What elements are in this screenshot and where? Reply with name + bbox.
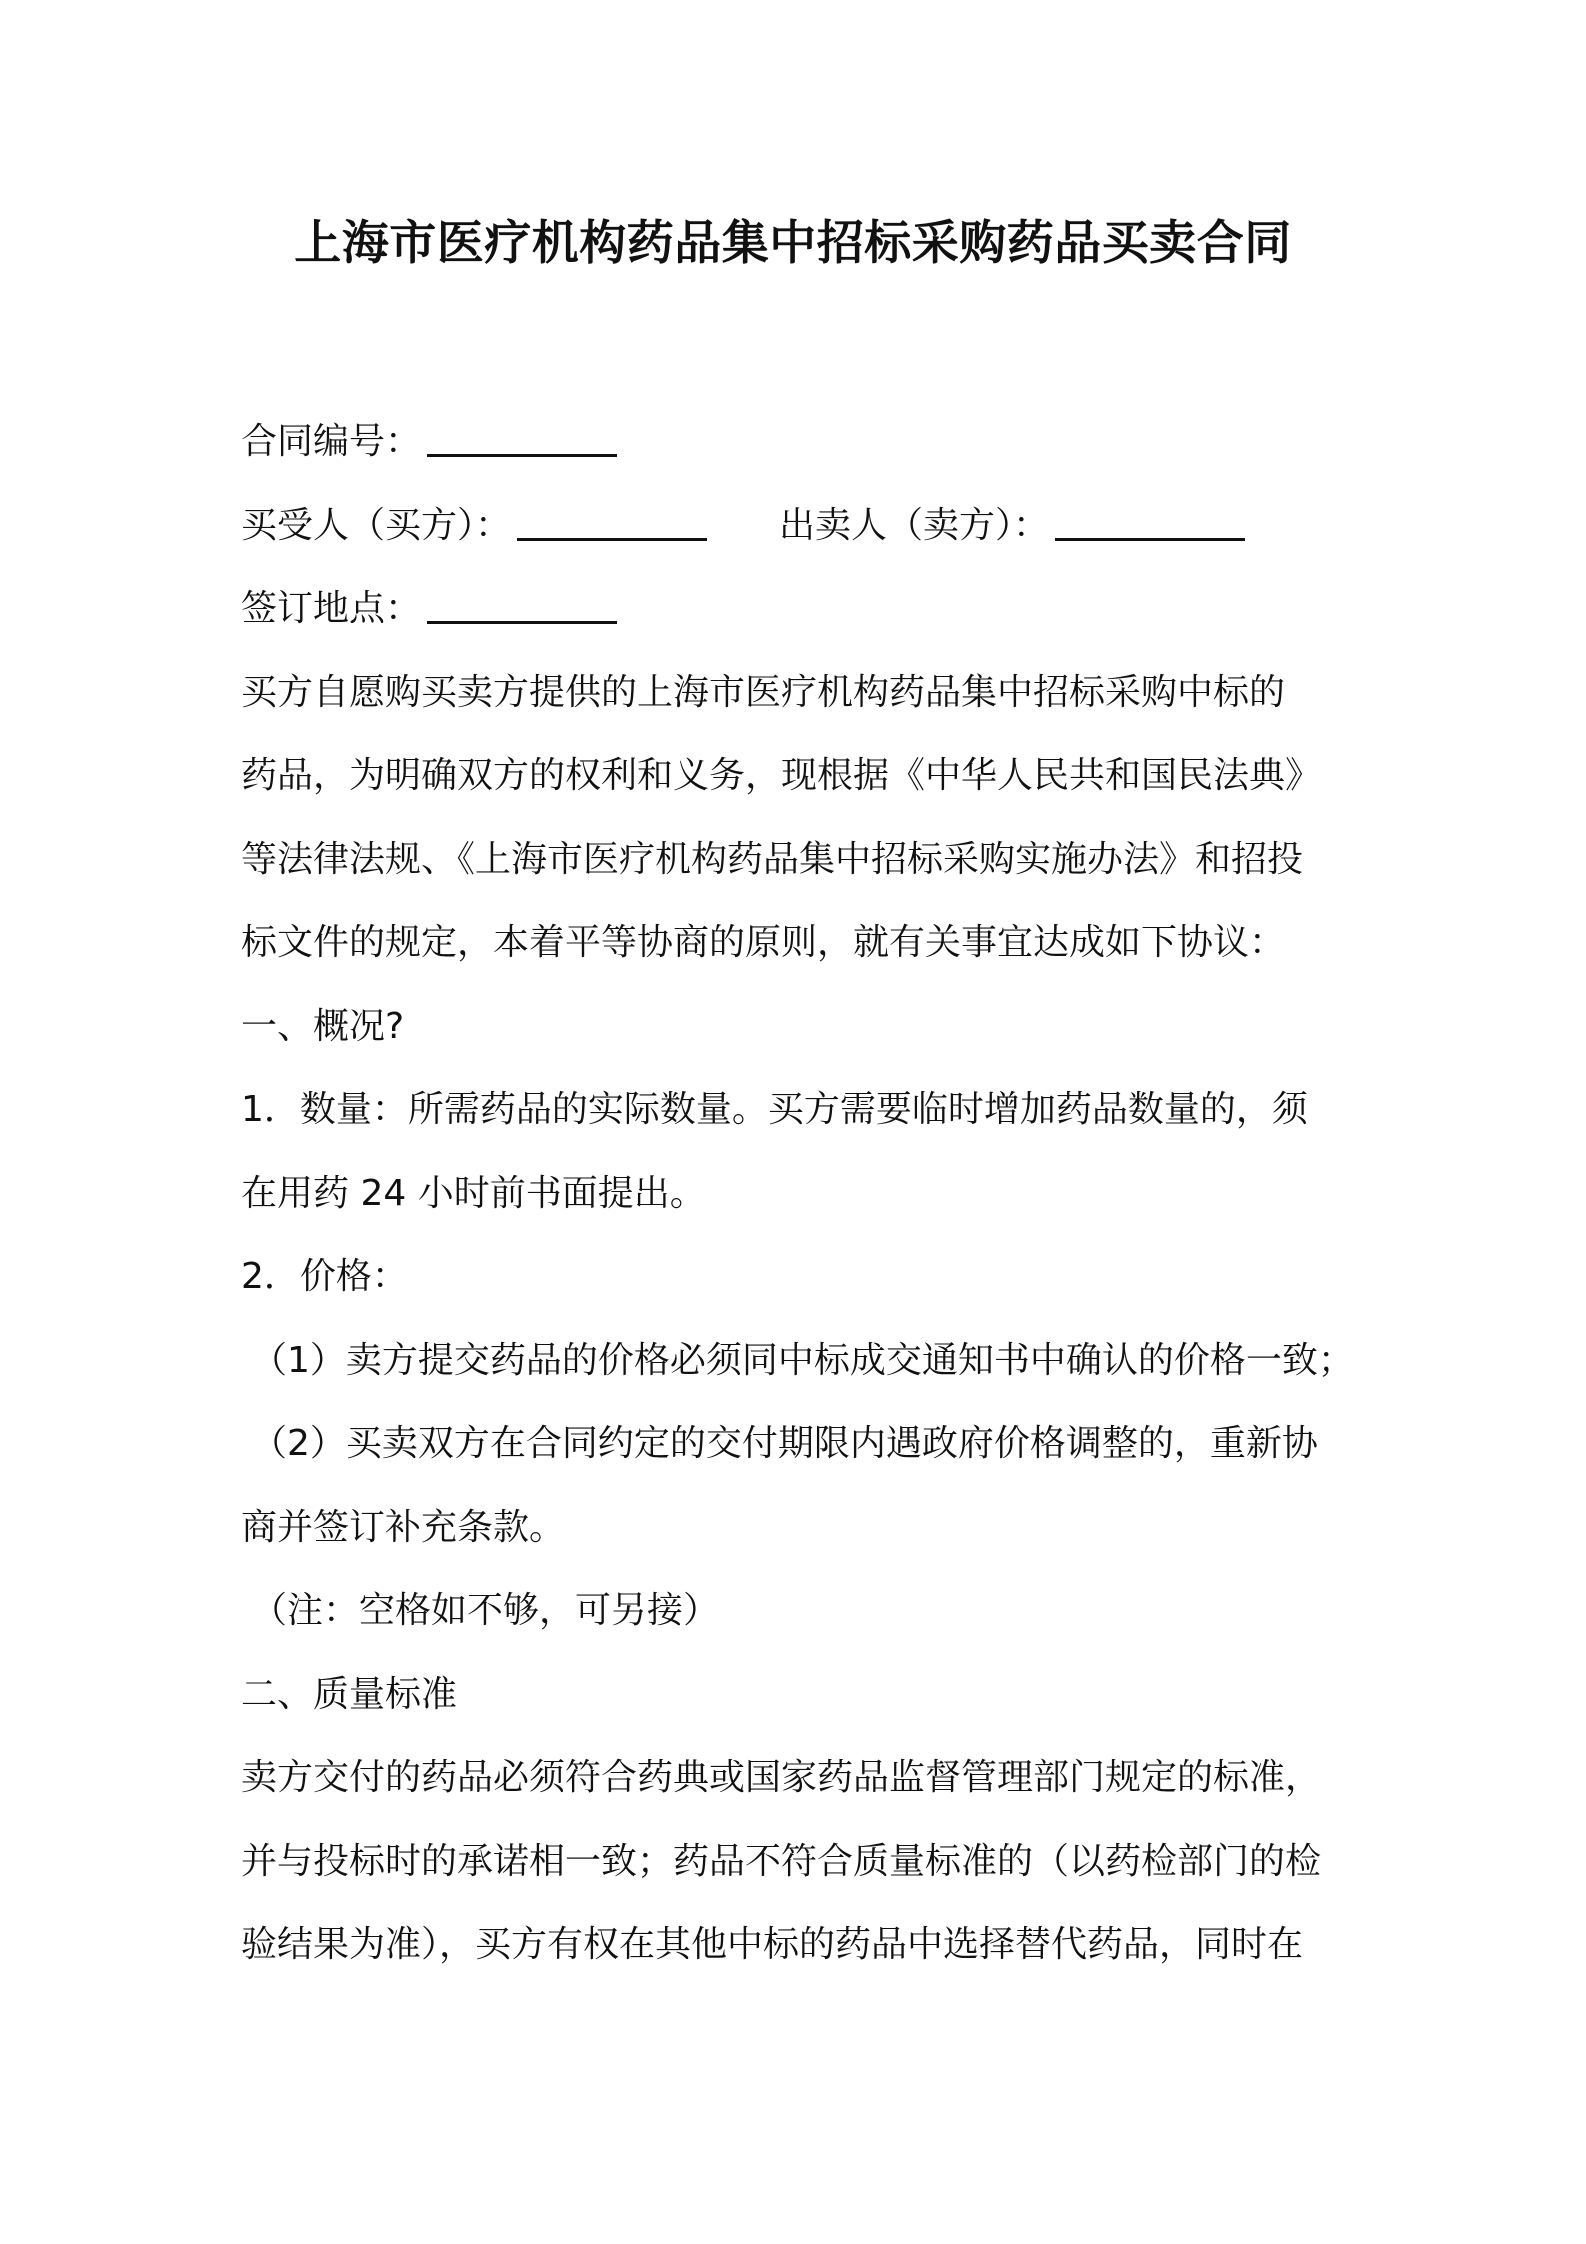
section-heading-overview: 一、概况? [241, 1005, 405, 1047]
document-title: 上海市医疗机构药品集中招标采购药品买卖合同 [294, 216, 1292, 271]
paragraph-line: （1）卖方提交药品的价格必须同中标成交通知书中确认的价格一致； [251, 1339, 1354, 1381]
signing-place-row [241, 567, 1391, 651]
buyer-label: 买受人（买方）： [241, 504, 512, 546]
contract-number-label: 合同编号： [241, 421, 422, 462]
paragraph-line: 等法律法规、《上海市医疗机构药品集中招标采购实施办法》和招投 [241, 838, 1304, 880]
parties-row [241, 484, 1391, 568]
signing-place-label: 签订地点： [241, 588, 422, 629]
paragraph-line: 商并签订补充条款。 [241, 1506, 566, 1548]
paragraph-line: （2）买卖双方在合同约定的交付期限内遇政府价格调整的，重新协 [251, 1423, 1318, 1464]
paragraph-line: 药品，为明确双方的权利和义务，现根据《中华人民共和国民法典》 [241, 755, 1322, 796]
seller-label: 出卖人（卖方）： [779, 504, 1050, 546]
paragraph-line: 买方自愿购买卖方提供的上海市医疗机构药品集中招标采购中标的 [241, 671, 1286, 713]
signing-place-blank [427, 593, 617, 624]
paragraph-line: 1．数量：所需药品的实际数量。买方需要临时增加药品数量的，须 [241, 1089, 1308, 1130]
contract-number-row [241, 400, 1391, 484]
paragraph-line: 卖方交付的药品必须符合药典或国家药品监督管理部门规定的标准， [241, 1757, 1322, 1798]
buyer-blank [517, 510, 707, 541]
paragraph-line: 在用药 24 小时前书面提出。 [241, 1172, 706, 1214]
seller-blank [1055, 510, 1245, 541]
paragraph-line: 标文件的规定，本着平等协商的原则，就有关事宜达成如下协议： [241, 922, 1286, 963]
document-body [241, 400, 1391, 1987]
note-line: （注：空格如不够，可另接） [251, 1590, 720, 1631]
paragraph-line: 验结果为准），买方有权在其他中标的药品中选择替代药品，同时在 [241, 1924, 1304, 1965]
section-heading-quality: 二、质量标准 [241, 1673, 458, 1715]
contract-number-blank [427, 426, 617, 457]
price-heading: 2．价格： [241, 1256, 408, 1297]
paragraph-line: 并与投标时的承诺相一致；药品不符合质量标准的（以药检部门的检 [241, 1840, 1322, 1882]
